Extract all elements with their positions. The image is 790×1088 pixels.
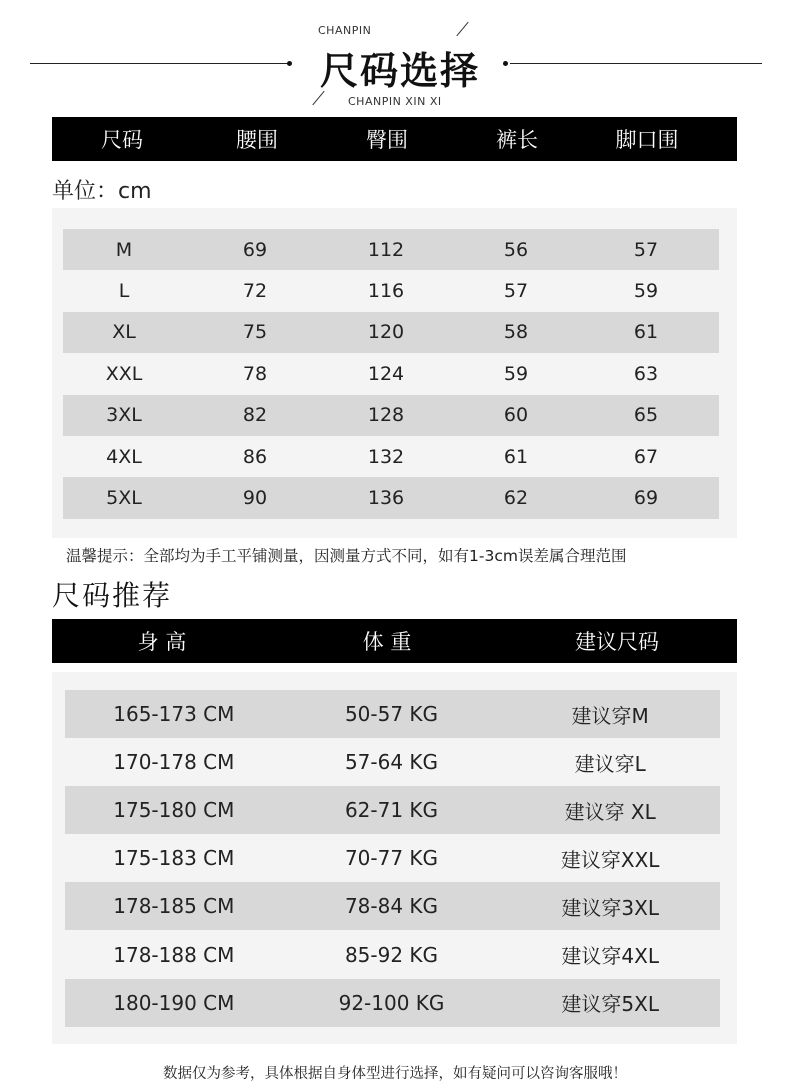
size-cell: 82 [242,404,268,427]
recommend-cell: 92-100 KG [338,990,445,1015]
size-row [63,436,719,477]
size-row [63,477,719,518]
recommend-cell: 180-190 CM [113,990,235,1015]
recommend-row [65,738,720,786]
size-cell: 65 [633,404,659,427]
recommend-cell: 170-178 CM [113,750,235,775]
size-cell: 116 [367,280,405,303]
header-line-left [30,63,288,64]
size-cell: 59 [633,280,659,303]
recommend-cell: 78-84 KG [344,894,439,919]
recommend-cell: 62-71 KG [344,798,439,823]
recommend-cell: 175-180 CM [113,798,235,823]
recommend-cell: 178-185 CM [113,894,235,919]
header-line-right [510,63,762,64]
header-dot-right [503,61,508,66]
recommend-cell: 70-77 KG [344,846,439,871]
size-cell: 5XL [106,487,142,510]
col-hem: 脚口围 [615,128,679,152]
recommend-cell: 57-64 KG [344,750,439,775]
col-waist: 腰围 [236,128,278,152]
size-cell: 128 [367,404,405,427]
size-cell: 60 [503,404,529,427]
size-cell: 90 [242,487,268,510]
size-cell: 136 [367,487,405,510]
measurement-tip: 温馨提示：全部均为手工平铺测量，因测量方式不同，如有1-3cm误差属合理范围 [66,547,627,565]
recommend-cell: 建议穿L [574,751,646,776]
page-title: 尺码选择 [319,49,480,93]
recommend-cell: 85-92 KG [344,942,439,967]
size-cell: 62 [503,487,529,510]
col-hip: 臀围 [366,128,408,152]
size-cell: 75 [242,321,268,344]
recommend-cell: 165-173 CM [113,702,235,727]
size-cell: 124 [367,362,405,385]
size-cell: 69 [633,487,659,510]
size-cell: 56 [503,238,529,261]
size-row [63,353,719,394]
size-row [63,270,719,311]
recommend-row [65,979,720,1027]
col-advice: 建议尺码 [575,630,659,654]
size-cell: M [115,238,133,261]
footer-note: 数据仅为参考，具体根据自身体型进行选择，如有疑问可以咨询客服哦！ [163,1066,627,1082]
size-cell: XL [112,321,136,344]
brand-top-label: CHANPIN [318,24,372,37]
size-cell: 3XL [106,404,142,427]
recommend-row [65,931,720,979]
size-cell: 112 [367,238,405,261]
size-cell: 57 [633,238,659,261]
size-cell: 67 [633,445,659,468]
recommend-cell: 建议穿M [571,703,649,728]
size-cell: 72 [242,280,268,303]
size-cell: 58 [503,321,529,344]
size-cell: 61 [633,321,659,344]
recommend-row [65,834,720,882]
recommend-title: 尺码推荐 [52,579,173,612]
unit-label: 单位：cm [52,179,152,204]
size-row [63,395,719,436]
recommend-cell: 建议穿5XL [561,992,659,1017]
recommend-cell: 建议穿 XL [564,799,656,824]
size-cell: XXL [105,362,143,385]
recommend-cell: 建议穿3XL [561,895,659,920]
recommend-cell: 178-188 CM [113,942,235,967]
size-table-header [52,117,737,161]
col-length: 裤长 [496,128,538,152]
recommend-row [65,690,720,738]
recommend-cell: 建议穿XXL [560,847,660,872]
size-cell: 86 [242,445,268,468]
size-cell: 120 [367,321,405,344]
recommend-row [65,882,720,930]
recommend-table-header [52,619,737,663]
size-cell: 57 [503,280,529,303]
recommend-row [65,786,720,834]
size-cell: 78 [242,362,268,385]
header-slash-top [456,22,468,36]
size-cell: 59 [503,362,529,385]
size-cell: 63 [633,362,659,385]
size-cell: L [118,280,130,303]
header-dot-left [287,61,292,66]
size-cell: 69 [242,238,268,261]
size-row [63,312,719,353]
recommend-cell: 建议穿4XL [561,944,659,969]
recommend-cell: 175-183 CM [113,846,235,871]
recommend-cell: 50-57 KG [344,702,439,727]
size-cell: 4XL [106,445,142,468]
size-cell: 132 [367,445,405,468]
size-cell: 61 [503,445,529,468]
col-height: 身 高 [137,630,187,654]
col-weight: 体 重 [362,630,412,654]
brand-bottom-label: CHANPIN XIN XI [348,95,442,108]
col-size: 尺码 [101,128,143,152]
size-row [63,229,719,270]
